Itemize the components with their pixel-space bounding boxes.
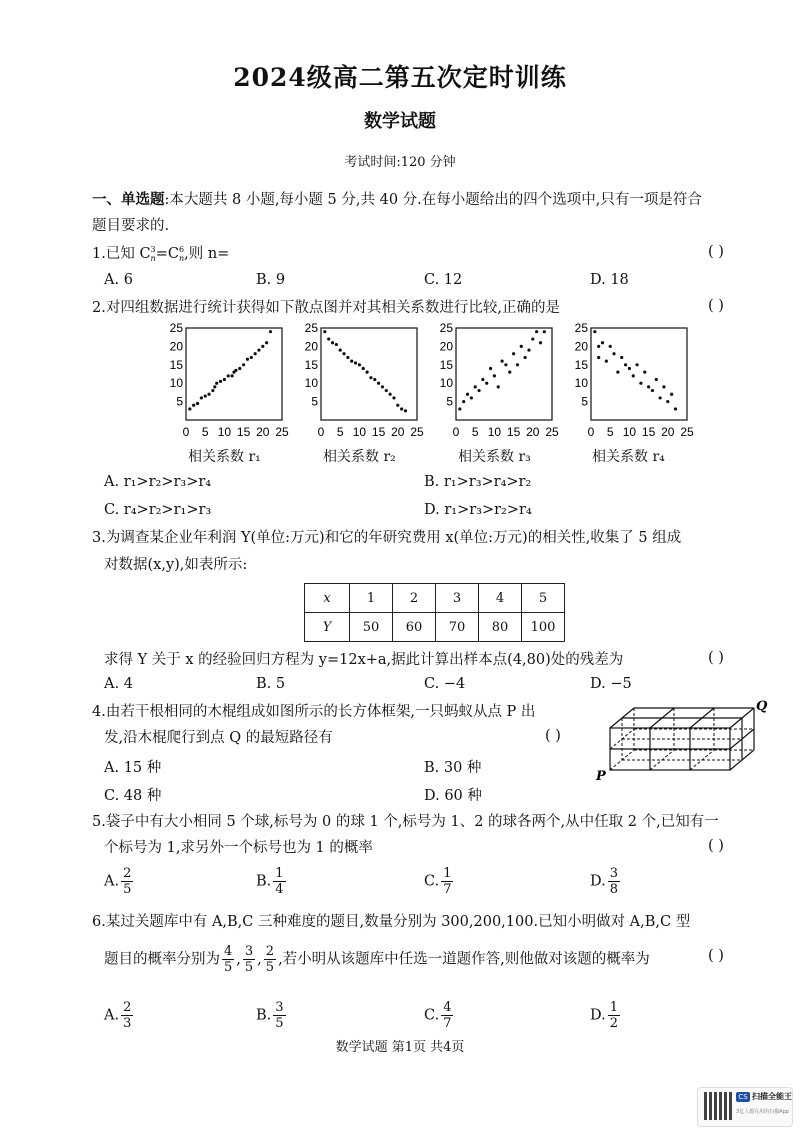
point-p-label: P xyxy=(596,769,606,782)
data-point xyxy=(211,389,214,392)
x-tick-label: 0 xyxy=(317,425,325,439)
y-tick-label: 20 xyxy=(574,339,588,354)
x-tick-label: 5 xyxy=(606,425,614,439)
y-tick-label: 25 xyxy=(169,322,183,335)
table-cell: 2 xyxy=(393,584,436,613)
q2-stem: 2.对四组数据进行统计获得如下散点图并对其相关系数进行比较,正确的是 xyxy=(92,300,560,316)
fraction: $\frac{3}{8}$ xyxy=(609,866,618,897)
chart-label-r1: 相关系数 r₁ xyxy=(188,449,261,465)
q4-option-c: C. 48 种 xyxy=(104,788,162,804)
data-point xyxy=(601,341,604,344)
chart-label-r4: 相关系数 r₄ xyxy=(592,449,665,465)
data-point xyxy=(647,385,650,388)
data-point xyxy=(639,382,642,385)
chart-label-r3: 相关系数 r₃ xyxy=(458,449,531,465)
data-point xyxy=(339,348,342,351)
table-row xyxy=(305,584,565,613)
data-point xyxy=(662,385,665,388)
q2-scatter-charts xyxy=(160,322,740,446)
table-cell: 5 xyxy=(522,584,565,613)
data-point xyxy=(200,396,203,399)
x-tick-label: 20 xyxy=(526,425,540,439)
data-point xyxy=(485,382,488,385)
q6-stem-line2: 题目的概率分别为 $\frac{4}{5}$ , $\frac{3}{5}$ , $\frac{2}{5}$ ,若小明从该题库中任选一道题作答,则他做对该题的概率为 xyxy=(104,944,650,975)
data-point xyxy=(535,330,538,333)
q4-cuboid-frame-figure xyxy=(594,700,768,782)
q6-stem-line1: 6.某过关题库中有 A,B,C 三种难度的题目,数量分别为 300,200,100.已知小明做对 A,B,C 型 xyxy=(92,914,691,930)
q4-option-d: D. 60 种 xyxy=(424,788,482,804)
y-tick-label: 5 xyxy=(311,394,318,409)
exam-time: 考试时间:120 分钟 xyxy=(344,155,456,170)
data-point xyxy=(500,360,503,363)
data-point xyxy=(204,394,207,397)
table-cell: x xyxy=(305,584,350,613)
x-tick-label: 15 xyxy=(371,425,386,439)
q3-stem-line2: 对数据(x,y),如表所示: xyxy=(104,557,248,573)
y-tick-label: 15 xyxy=(304,357,318,372)
plot-frame xyxy=(321,328,417,420)
x-tick-label: 5 xyxy=(336,425,344,439)
data-point xyxy=(196,402,199,405)
data-point xyxy=(381,385,384,388)
data-point xyxy=(335,343,338,346)
q3-stem-line1: 3.为调查某企业年利润 Y(单位:万元)和它的年研究费用 x(单位:万元)的相关性,收集了 5 组成 xyxy=(92,530,682,546)
table-cell: 4 xyxy=(479,584,522,613)
table-cell: Y xyxy=(305,613,350,642)
q1-option-b: B. 9 xyxy=(256,272,286,288)
data-point xyxy=(655,378,658,381)
fraction: $\frac{1}{2}$ xyxy=(609,1000,618,1031)
fraction: $\frac{1}{4}$ xyxy=(275,866,284,897)
q5-option-b: B. $\frac{1}{4}$ xyxy=(256,866,284,897)
data-point xyxy=(659,396,662,399)
y-tick-label: 15 xyxy=(574,357,588,372)
q3-option-b: B. 5 xyxy=(256,676,286,692)
data-point xyxy=(213,385,216,388)
q1-answer-paren: ( ) xyxy=(708,244,724,260)
data-point xyxy=(508,371,511,374)
scatter-chart-3 xyxy=(440,322,559,439)
data-point xyxy=(516,363,519,366)
data-point xyxy=(227,374,230,377)
data-point xyxy=(458,407,461,410)
fraction: $\frac{2}{5}$ xyxy=(265,944,275,975)
y-tick-label: 15 xyxy=(169,357,183,372)
data-point xyxy=(520,345,523,348)
q3-option-d: D. −5 xyxy=(590,676,632,692)
fraction: $\frac{2}{3}$ xyxy=(123,1000,132,1031)
data-point xyxy=(400,407,403,410)
y-tick-label: 10 xyxy=(304,376,318,391)
x-tick-label: 20 xyxy=(256,425,270,439)
data-point xyxy=(396,404,399,407)
data-point xyxy=(265,341,268,344)
data-point xyxy=(373,378,376,381)
data-point xyxy=(597,345,600,348)
fraction: $\frac{4}{5}$ xyxy=(224,944,233,975)
y-tick-label: 15 xyxy=(439,357,453,372)
fraction: $\frac{1}{7}$ xyxy=(443,866,452,897)
data-point xyxy=(350,360,353,363)
x-tick-label: 10 xyxy=(352,425,367,439)
data-point xyxy=(392,396,395,399)
table-cell: 80 xyxy=(479,613,522,642)
data-point xyxy=(643,371,646,374)
x-tick-label: 15 xyxy=(236,425,251,439)
fraction: $\frac{4}{7}$ xyxy=(443,1000,452,1031)
y-tick-label: 20 xyxy=(439,339,453,354)
data-point xyxy=(219,380,222,383)
q5-answer-paren: ( ) xyxy=(708,838,724,854)
y-tick-label: 20 xyxy=(304,339,318,354)
page-footer: 数学试题 第1页 共4页 xyxy=(335,1040,465,1055)
section-intro-line2: 题目要求的. xyxy=(92,218,170,234)
data-point xyxy=(269,330,272,333)
q2-option-b: B. r₁>r₃>r₄>r₂ xyxy=(424,474,532,490)
x-tick-label: 0 xyxy=(587,425,595,439)
q6-option-b: B. $\frac{3}{5}$ xyxy=(256,1000,284,1031)
y-tick-label: 5 xyxy=(176,394,183,409)
fraction: $\frac{2}{5}$ xyxy=(123,866,132,897)
data-point xyxy=(377,382,380,385)
x-tick-label: 25 xyxy=(680,425,694,439)
exam-title: 2024级高二第五次定时训练 xyxy=(233,63,567,92)
section-heading: 一、单选题 xyxy=(92,191,165,208)
q5-option-a: A. $\frac{2}{5}$ xyxy=(104,866,132,897)
x-tick-label: 10 xyxy=(622,425,637,439)
x-tick-label: 20 xyxy=(391,425,405,439)
fraction: $\frac{3}{5}$ xyxy=(275,1000,284,1031)
x-tick-label: 25 xyxy=(410,425,424,439)
q6-option-a: A. $\frac{2}{3}$ xyxy=(104,1000,132,1031)
data-point xyxy=(404,409,407,412)
x-tick-label: 10 xyxy=(217,425,232,439)
data-point xyxy=(497,385,500,388)
data-point xyxy=(531,337,534,340)
data-point xyxy=(192,404,195,407)
data-point xyxy=(358,363,361,366)
q1-stem: 1.已知 C 3 n =C 6 n ,则 n= xyxy=(92,245,230,263)
y-tick-label: 25 xyxy=(304,322,318,335)
x-tick-label: 0 xyxy=(452,425,460,439)
data-point xyxy=(504,363,507,366)
chart-label-r2: 相关系数 r₂ xyxy=(323,449,396,465)
data-point xyxy=(524,356,527,359)
data-point xyxy=(609,345,612,348)
data-point xyxy=(246,358,249,361)
data-point xyxy=(539,341,542,344)
data-point xyxy=(512,352,515,355)
data-point xyxy=(257,348,260,351)
q4-stem-line1: 4.由若干根相同的木棍组成如图所示的长方体框架,一只蚂蚁从点 P 出 xyxy=(92,704,536,720)
fraction: $\frac{3}{5}$ xyxy=(244,944,254,975)
scatter-chart-2 xyxy=(305,322,424,439)
data-point xyxy=(628,367,631,370)
table-cell: 1 xyxy=(350,584,393,613)
y-tick-label: 10 xyxy=(439,376,453,391)
x-tick-label: 5 xyxy=(201,425,209,439)
data-point xyxy=(234,369,237,372)
data-point xyxy=(651,389,654,392)
q3-option-a: A. 4 xyxy=(104,676,133,692)
data-point xyxy=(362,367,365,370)
qr-code-icon xyxy=(704,1092,732,1120)
y-tick-label: 25 xyxy=(574,322,588,335)
data-point xyxy=(605,360,608,363)
plot-frame xyxy=(591,328,687,420)
data-point xyxy=(346,356,349,359)
data-point xyxy=(250,356,253,359)
data-point xyxy=(612,352,615,355)
q2-answer-paren: ( ) xyxy=(708,298,724,314)
x-tick-label: 25 xyxy=(545,425,559,439)
data-point xyxy=(188,407,191,410)
q1-option-d: D. 18 xyxy=(590,272,629,288)
data-point xyxy=(389,393,392,396)
table-cell: 100 xyxy=(522,613,565,642)
q2-option-c: C. r₄>r₂>r₁>r₃ xyxy=(104,502,212,518)
x-tick-label: 20 xyxy=(661,425,675,439)
data-point xyxy=(624,363,627,366)
y-tick-label: 10 xyxy=(574,376,588,391)
scatter-chart-1 xyxy=(170,322,289,439)
exam-subtitle: 数学试题 xyxy=(364,111,436,132)
data-point xyxy=(543,330,546,333)
data-point xyxy=(635,363,638,366)
q1-option-a: A. 6 xyxy=(104,272,133,288)
scanner-watermark-badge xyxy=(697,1087,793,1127)
data-point xyxy=(593,330,596,333)
table-cell: 3 xyxy=(436,584,479,613)
data-point xyxy=(493,374,496,377)
data-point xyxy=(489,367,492,370)
data-point xyxy=(466,393,469,396)
data-point xyxy=(342,352,345,355)
scatter-chart-4 xyxy=(575,322,694,439)
x-tick-label: 10 xyxy=(487,425,502,439)
x-tick-label: 15 xyxy=(641,425,656,439)
table-cell: 70 xyxy=(436,613,479,642)
section-intro-line1 xyxy=(92,190,702,210)
q3-stem-line3: 求得 Y 关于 x 的经验回归方程为 y=12x+a,据此计算出样本点(4,80)处的残差为 xyxy=(104,652,624,668)
q4-option-b: B. 30 种 xyxy=(424,760,482,776)
data-point xyxy=(254,352,257,355)
q5-option-d: D. $\frac{3}{8}$ xyxy=(590,866,618,897)
data-point xyxy=(230,374,233,377)
x-tick-label: 25 xyxy=(275,425,289,439)
q6-answer-paren: ( ) xyxy=(708,948,724,964)
q5-stem-line1: 5.袋子中有大小相同 5 个球,标号为 0 的球 1 个,标号为 1、2 的球各两个,从中任取 2 个,已知有一 xyxy=(92,814,719,830)
scanner-app-name: 扫描全能王 xyxy=(752,1092,792,1101)
data-point xyxy=(470,396,473,399)
data-point xyxy=(331,341,334,344)
data-point xyxy=(365,371,368,374)
data-point xyxy=(207,393,210,396)
data-point xyxy=(223,378,226,381)
camscanner-logo-icon: CS xyxy=(736,1092,750,1102)
data-point xyxy=(238,367,241,370)
x-tick-label: 5 xyxy=(471,425,479,439)
y-tick-label: 5 xyxy=(581,394,588,409)
q6-option-c: C. $\frac{4}{7}$ xyxy=(424,1000,452,1031)
y-tick-label: 20 xyxy=(169,339,183,354)
data-point xyxy=(327,337,330,340)
x-tick-label: 0 xyxy=(182,425,190,439)
data-point xyxy=(481,378,484,381)
plot-frame xyxy=(456,328,552,420)
data-point xyxy=(354,361,357,364)
data-point xyxy=(670,393,673,396)
x-tick-label: 15 xyxy=(506,425,521,439)
data-point xyxy=(666,400,669,403)
data-point xyxy=(616,371,619,374)
q1-option-c: C. 12 xyxy=(424,272,463,288)
data-point xyxy=(620,356,623,359)
y-tick-label: 5 xyxy=(446,394,453,409)
data-point xyxy=(477,389,480,392)
point-q-label: Q xyxy=(756,700,768,714)
data-point xyxy=(215,382,218,385)
q5-option-c: C. $\frac{1}{7}$ xyxy=(424,866,452,897)
q4-answer-paren: ( ) xyxy=(545,728,561,744)
q3-option-c: C. −4 xyxy=(424,676,466,692)
table-cell: 50 xyxy=(350,613,393,642)
data-point xyxy=(242,363,245,366)
data-point xyxy=(474,385,477,388)
data-point xyxy=(261,345,264,348)
scanner-tagline: 3亿人都在用的扫描App xyxy=(736,1109,789,1115)
data-point xyxy=(674,407,677,410)
data-point xyxy=(462,400,465,403)
data-point xyxy=(597,356,600,359)
q3-answer-paren: ( ) xyxy=(708,650,724,666)
data-point xyxy=(369,376,372,379)
q6-option-d: D. $\frac{1}{2}$ xyxy=(590,1000,618,1031)
table-row xyxy=(305,613,565,642)
q4-stem-line2: 发,沿木棍爬行到点 Q 的最短路径有 xyxy=(104,730,333,746)
q5-stem-line2: 个标号为 1,求另外一个标号也为 1 的概率 xyxy=(104,840,373,856)
table-cell: 60 xyxy=(393,613,436,642)
data-point xyxy=(323,330,326,333)
q4-option-a: A. 15 种 xyxy=(104,760,162,776)
section-intro-text: :本大题共 8 小题,每小题 5 分,共 40 分.在每小题给出的四个选项中,只有一项是符合 xyxy=(164,192,702,208)
y-tick-label: 25 xyxy=(439,322,453,335)
q2-option-d: D. r₁>r₃>r₂>r₄ xyxy=(424,502,532,518)
q3-data-table xyxy=(304,583,565,642)
data-point xyxy=(385,389,388,392)
q2-option-a: A. r₁>r₂>r₃>r₄ xyxy=(104,474,212,490)
y-tick-label: 10 xyxy=(169,376,183,391)
data-point xyxy=(632,374,635,377)
data-point xyxy=(527,348,530,351)
